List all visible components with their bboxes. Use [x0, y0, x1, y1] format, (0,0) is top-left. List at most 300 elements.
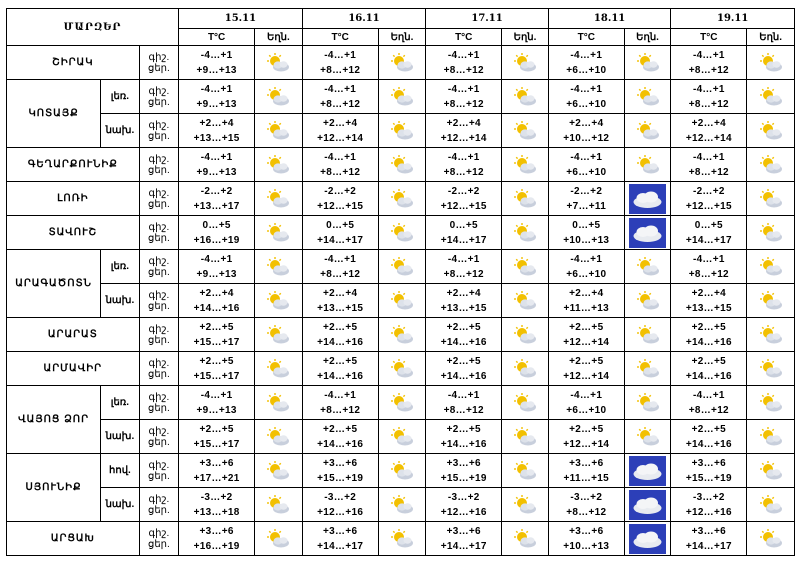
weather-icon-cell: [255, 454, 303, 488]
weather-icon-cell: [502, 148, 549, 182]
night-temp: 0…+5: [694, 219, 723, 231]
temp-column-header: T°C: [302, 29, 378, 46]
day-temp: +12…+14: [563, 438, 610, 450]
weather-icon-cell: [624, 148, 671, 182]
weather-icon-cell: [378, 182, 426, 216]
night-label: գիշ.: [148, 119, 170, 131]
date-header: 15.11: [179, 9, 303, 29]
temperature-cell: [671, 250, 747, 284]
sun-cloud-icon: [758, 427, 784, 447]
cloud-icon: [629, 490, 666, 520]
sun-cloud-icon: [265, 427, 291, 447]
weather-icon-cell: [255, 420, 303, 454]
region-row: [7, 488, 795, 522]
sun-cloud-icon: [512, 325, 538, 345]
temperature-cell: [426, 46, 502, 80]
day-temp: +14…+16: [193, 302, 240, 314]
night-day-labels: [139, 352, 178, 386]
sun-cloud-icon: [635, 87, 661, 107]
day-temp: +12…+15: [317, 200, 364, 212]
night-temp: -4…+1: [447, 83, 480, 95]
sun-cloud-icon: [265, 495, 291, 515]
night-temp: -3…+2: [447, 491, 480, 503]
weather-icon-cell: [502, 454, 549, 488]
day-temp: +8…+12: [320, 98, 361, 110]
day-temp: +8…+12: [443, 166, 484, 178]
sun-cloud-icon: [512, 529, 538, 549]
night-temp: +2…+4: [691, 287, 726, 299]
temperature-cell: [426, 80, 502, 114]
temperature-cell: [426, 386, 502, 420]
night-temp: -4…+1: [324, 83, 357, 95]
weather-column-header: Եղն.: [255, 29, 303, 46]
night-day-labels: [139, 80, 178, 114]
day-label: ցեր.: [148, 504, 170, 516]
subregion-label: նախ.: [101, 420, 139, 454]
night-temp: +2…+4: [569, 117, 604, 129]
sun-cloud-icon: [389, 257, 415, 277]
sun-cloud-icon: [512, 427, 538, 447]
sun-cloud-icon: [758, 87, 784, 107]
weather-icon-cell: [378, 284, 426, 318]
weather-icon-cell: [747, 148, 795, 182]
night-temp: -4…+1: [692, 151, 725, 163]
temperature-cell: [179, 114, 255, 148]
region-row: [7, 80, 795, 114]
night-label: գիշ.: [148, 493, 170, 505]
temperature-cell: [426, 352, 502, 386]
weather-icon-cell: [502, 46, 549, 80]
sun-cloud-icon: [758, 529, 784, 549]
night-temp: -4…+1: [324, 49, 357, 61]
sun-cloud-icon: [758, 291, 784, 311]
sun-cloud-icon: [265, 529, 291, 549]
weather-column-header: Եղն.: [747, 29, 795, 46]
night-temp: +2…+5: [323, 321, 358, 333]
day-temp: +12…+16: [440, 506, 487, 518]
night-temp: 0…+5: [326, 219, 355, 231]
night-temp: -4…+1: [692, 253, 725, 265]
region-row: [7, 352, 795, 386]
day-temp: +12…+14: [563, 370, 610, 382]
temperature-cell: [179, 522, 255, 556]
night-temp: -4…+1: [570, 389, 603, 401]
night-label: գիշ.: [148, 255, 170, 267]
region-row: [7, 420, 795, 454]
weather-icon-cell: [378, 114, 426, 148]
day-temp: +14…+16: [685, 438, 732, 450]
weather-icon-cell: [624, 182, 671, 216]
region-name: ԳԵՂԱՐՔՈՒՆԻՔ: [7, 148, 140, 182]
day-temp: +8…+12: [688, 98, 729, 110]
night-temp: +3…+6: [691, 525, 726, 537]
night-day-labels: [139, 318, 178, 352]
region-row: [7, 46, 795, 80]
day-temp: +12…+14: [440, 132, 487, 144]
region-name: ԱՐԱՐԱՏ: [7, 318, 140, 352]
day-temp: +14…+17: [317, 540, 364, 552]
sun-cloud-icon: [512, 223, 538, 243]
day-temp: +12…+15: [440, 200, 487, 212]
day-temp: +6…+10: [566, 64, 607, 76]
day-temp: +12…+14: [685, 132, 732, 144]
day-temp: +12…+16: [685, 506, 732, 518]
weather-icon-cell: [624, 522, 671, 556]
day-temp: +12…+14: [563, 336, 610, 348]
day-temp: +6…+10: [566, 98, 607, 110]
sun-cloud-icon: [758, 461, 784, 481]
temperature-cell: [302, 420, 378, 454]
cloud-icon: [629, 218, 666, 248]
sun-cloud-icon: [389, 325, 415, 345]
night-temp: -3…+2: [200, 491, 233, 503]
temperature-cell: [548, 216, 624, 250]
night-label: գիշ.: [148, 459, 170, 471]
subregion-label: հով.: [101, 454, 139, 488]
sun-cloud-icon: [265, 189, 291, 209]
date-header: 16.11: [302, 9, 426, 29]
day-temp: +11…+15: [563, 472, 610, 484]
night-temp: +3…+6: [446, 457, 481, 469]
night-label: գիշ.: [148, 289, 170, 301]
temperature-cell: [179, 352, 255, 386]
weather-icon-cell: [747, 250, 795, 284]
sun-cloud-icon: [512, 461, 538, 481]
night-temp: +2…+4: [446, 117, 481, 129]
day-temp: +13…+15: [440, 302, 487, 314]
day-temp: +10…+12: [563, 132, 610, 144]
regions-title: ՄԱՐԶԵՐ: [7, 9, 179, 46]
night-day-labels: [139, 454, 178, 488]
region-name: ԱՐՄԱՎԻՐ: [7, 352, 140, 386]
temperature-cell: [548, 250, 624, 284]
sun-cloud-icon: [265, 257, 291, 277]
night-label: գիշ.: [148, 51, 170, 63]
cloud-icon: [629, 456, 666, 486]
sun-cloud-icon: [389, 359, 415, 379]
weather-icon-cell: [378, 216, 426, 250]
night-temp: 0…+5: [572, 219, 601, 231]
temperature-cell: [179, 80, 255, 114]
temperature-cell: [302, 80, 378, 114]
night-temp: +2…+5: [691, 423, 726, 435]
sun-cloud-icon: [389, 155, 415, 175]
day-label: ցեր.: [148, 130, 170, 142]
weather-icon-cell: [378, 250, 426, 284]
day-temp: +13…+17: [193, 200, 240, 212]
day-temp: +9…+13: [196, 64, 237, 76]
temperature-cell: [671, 80, 747, 114]
night-temp: +2…+4: [446, 287, 481, 299]
day-temp: +17…+21: [193, 472, 240, 484]
night-temp: -2…+2: [200, 185, 233, 197]
weather-icon-cell: [624, 46, 671, 80]
weather-icon-cell: [747, 114, 795, 148]
sun-cloud-icon: [758, 495, 784, 515]
day-temp: +9…+13: [196, 166, 237, 178]
night-temp: -4…+1: [324, 253, 357, 265]
day-temp: +8…+12: [443, 404, 484, 416]
day-temp: +12…+15: [685, 200, 732, 212]
night-temp: -2…+2: [570, 185, 603, 197]
night-temp: -4…+1: [200, 83, 233, 95]
weather-icon-cell: [502, 522, 549, 556]
night-temp: 0…+5: [449, 219, 478, 231]
sun-cloud-icon: [512, 189, 538, 209]
night-temp: +2…+5: [323, 355, 358, 367]
temperature-cell: [671, 114, 747, 148]
sun-cloud-icon: [512, 87, 538, 107]
sun-cloud-icon: [758, 121, 784, 141]
temperature-cell: [426, 250, 502, 284]
temperature-cell: [548, 284, 624, 318]
weather-icon-cell: [378, 386, 426, 420]
temperature-cell: [548, 352, 624, 386]
sun-cloud-icon: [265, 121, 291, 141]
weather-column-header: Եղն.: [624, 29, 671, 46]
weather-icon-cell: [378, 46, 426, 80]
date-header: 19.11: [671, 9, 795, 29]
temperature-cell: [302, 454, 378, 488]
sun-cloud-icon: [635, 257, 661, 277]
night-temp: -4…+1: [447, 151, 480, 163]
day-temp: +12…+16: [317, 506, 364, 518]
sun-cloud-icon: [635, 53, 661, 73]
day-temp: +13…+18: [193, 506, 240, 518]
temperature-cell: [671, 352, 747, 386]
night-temp: -3…+2: [692, 491, 725, 503]
sun-cloud-icon: [512, 121, 538, 141]
day-temp: +14…+16: [440, 370, 487, 382]
day-temp: +8…+12: [688, 166, 729, 178]
temperature-cell: [302, 114, 378, 148]
night-temp: +2…+5: [323, 423, 358, 435]
night-temp: -4…+1: [200, 253, 233, 265]
night-day-labels: [139, 182, 178, 216]
weather-icon-cell: [378, 488, 426, 522]
day-temp: +14…+17: [685, 234, 732, 246]
night-temp: -4…+1: [200, 49, 233, 61]
night-label: գիշ.: [148, 153, 170, 165]
sun-cloud-icon: [635, 393, 661, 413]
weather-icon-cell: [624, 250, 671, 284]
day-temp: +13…+15: [193, 132, 240, 144]
weather-icon-cell: [255, 250, 303, 284]
weather-icon-cell: [747, 318, 795, 352]
night-temp: -4…+1: [570, 253, 603, 265]
weather-icon-cell: [255, 148, 303, 182]
temperature-cell: [302, 148, 378, 182]
day-temp: +15…+19: [317, 472, 364, 484]
sun-cloud-icon: [635, 427, 661, 447]
night-temp: +2…+5: [199, 355, 234, 367]
temperature-cell: [671, 148, 747, 182]
temperature-cell: [179, 284, 255, 318]
night-day-labels: [139, 148, 178, 182]
sun-cloud-icon: [389, 53, 415, 73]
weather-icon-cell: [502, 284, 549, 318]
weather-icon-cell: [502, 182, 549, 216]
weather-icon-cell: [502, 80, 549, 114]
sun-cloud-icon: [758, 393, 784, 413]
day-temp: +7…+11: [566, 200, 607, 212]
weather-icon-cell: [624, 488, 671, 522]
sun-cloud-icon: [635, 359, 661, 379]
region-name: ՏԱՎՈՒՇ: [7, 216, 140, 250]
sun-cloud-icon: [265, 155, 291, 175]
temperature-cell: [548, 454, 624, 488]
day-temp: +14…+16: [317, 336, 364, 348]
weather-icon-cell: [747, 386, 795, 420]
temperature-cell: [179, 46, 255, 80]
sun-cloud-icon: [265, 325, 291, 345]
sun-cloud-icon: [512, 359, 538, 379]
sun-cloud-icon: [758, 189, 784, 209]
sun-cloud-icon: [758, 325, 784, 345]
night-temp: +2…+5: [691, 355, 726, 367]
weather-icon-cell: [255, 284, 303, 318]
day-temp: +12…+14: [317, 132, 364, 144]
weather-icon-cell: [747, 522, 795, 556]
sun-cloud-icon: [758, 257, 784, 277]
night-day-labels: [139, 386, 178, 420]
region-row: [7, 250, 795, 284]
day-label: ցեր.: [148, 368, 170, 380]
sun-cloud-icon: [758, 359, 784, 379]
weather-icon-cell: [747, 420, 795, 454]
night-temp: +3…+6: [569, 457, 604, 469]
day-temp: +14…+17: [317, 234, 364, 246]
day-temp: +8…+12: [688, 64, 729, 76]
night-temp: +2…+5: [569, 423, 604, 435]
night-label: գիշ.: [148, 425, 170, 437]
sun-cloud-icon: [635, 291, 661, 311]
day-temp: +9…+13: [196, 404, 237, 416]
weather-icon-cell: [747, 488, 795, 522]
weather-icon-cell: [255, 114, 303, 148]
temperature-cell: [179, 488, 255, 522]
night-temp: +2…+5: [199, 423, 234, 435]
temperature-cell: [548, 114, 624, 148]
night-temp: +2…+4: [199, 287, 234, 299]
weather-icon-cell: [378, 454, 426, 488]
night-temp: -4…+1: [200, 389, 233, 401]
night-temp: -4…+1: [570, 49, 603, 61]
day-temp: +15…+17: [193, 336, 240, 348]
day-temp: +8…+12: [320, 166, 361, 178]
region-row: [7, 114, 795, 148]
weather-icon-cell: [624, 318, 671, 352]
sun-cloud-icon: [512, 155, 538, 175]
temperature-cell: [548, 420, 624, 454]
weather-icon-cell: [747, 80, 795, 114]
day-temp: +6…+10: [566, 268, 607, 280]
temperature-cell: [179, 250, 255, 284]
day-temp: +13…+15: [317, 302, 364, 314]
day-temp: +10…+13: [563, 540, 610, 552]
sun-cloud-icon: [265, 393, 291, 413]
night-temp: +3…+6: [199, 457, 234, 469]
sun-cloud-icon: [512, 495, 538, 515]
temp-column-header: T°C: [548, 29, 624, 46]
day-temp: +14…+17: [440, 234, 487, 246]
region-row: [7, 182, 795, 216]
sun-cloud-icon: [265, 53, 291, 73]
night-temp: -4…+1: [200, 151, 233, 163]
night-temp: -4…+1: [447, 49, 480, 61]
temperature-cell: [548, 46, 624, 80]
day-temp: +14…+16: [685, 336, 732, 348]
sun-cloud-icon: [265, 359, 291, 379]
subregion-label: նախ.: [101, 114, 139, 148]
sun-cloud-icon: [389, 393, 415, 413]
temperature-cell: [671, 182, 747, 216]
weather-icon-cell: [502, 488, 549, 522]
sun-cloud-icon: [389, 427, 415, 447]
weather-icon-cell: [502, 420, 549, 454]
night-temp: +3…+6: [323, 525, 358, 537]
sun-cloud-icon: [758, 155, 784, 175]
weather-icon-cell: [255, 386, 303, 420]
sun-cloud-icon: [758, 53, 784, 73]
night-temp: -4…+1: [692, 49, 725, 61]
weather-icon-cell: [255, 216, 303, 250]
region-row: [7, 148, 795, 182]
day-temp: +15…+19: [685, 472, 732, 484]
temperature-cell: [302, 386, 378, 420]
day-temp: +6…+10: [566, 166, 607, 178]
night-temp: -4…+1: [692, 389, 725, 401]
cloud-icon: [629, 184, 666, 214]
temperature-cell: [426, 420, 502, 454]
temperature-cell: [548, 488, 624, 522]
temperature-cell: [548, 522, 624, 556]
region-name: ԱՐԱԳԱԾՈՏՆ: [7, 250, 101, 318]
forecast-table: [6, 8, 795, 556]
temperature-cell: [302, 352, 378, 386]
temperature-cell: [671, 284, 747, 318]
day-temp: +15…+17: [193, 370, 240, 382]
night-temp: -4…+1: [692, 83, 725, 95]
weather-icon-cell: [502, 114, 549, 148]
sun-cloud-icon: [635, 121, 661, 141]
temperature-cell: [671, 522, 747, 556]
night-label: գիշ.: [148, 391, 170, 403]
weather-icon-cell: [747, 46, 795, 80]
night-temp: +2…+4: [569, 287, 604, 299]
temperature-cell: [426, 114, 502, 148]
temperature-cell: [179, 454, 255, 488]
temperature-cell: [671, 46, 747, 80]
night-day-labels: [139, 488, 178, 522]
weather-icon-cell: [502, 216, 549, 250]
cloud-icon: [629, 524, 666, 554]
region-row: [7, 318, 795, 352]
night-temp: -4…+1: [447, 253, 480, 265]
temperature-cell: [548, 182, 624, 216]
night-temp: +3…+6: [323, 457, 358, 469]
night-temp: -2…+2: [324, 185, 357, 197]
day-temp: +15…+19: [440, 472, 487, 484]
night-temp: 0…+5: [202, 219, 231, 231]
sun-cloud-icon: [512, 291, 538, 311]
weather-icon-cell: [255, 182, 303, 216]
temperature-cell: [426, 318, 502, 352]
night-temp: -4…+1: [324, 151, 357, 163]
day-temp: +16…+19: [193, 234, 240, 246]
region-name: ԱՐՑԱԽ: [7, 522, 140, 556]
weather-icon-cell: [502, 250, 549, 284]
